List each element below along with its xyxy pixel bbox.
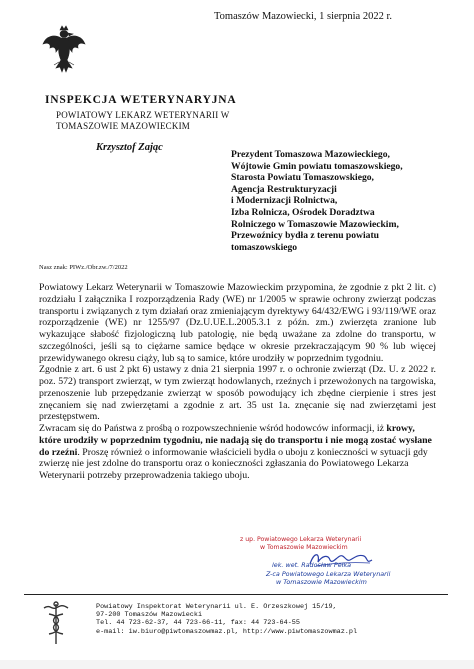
body-paragraph-3 [39,423,436,482]
paragraph-3-start: Zwracam się do Państwa z prośbą o rozpowszechnienie wśród hodowców informacji, iż [39,423,387,434]
document-date: Tomaszów Mazowiecki, 1 sierpnia 2022 r. [214,11,393,22]
body-paragraph-2: Zgodnie z art. 6 ust 2 pkt 6) ustawy z dnia 21 sierpnia 1997 r. o ochronie zwierząt (Dz. U. z 2022 r. poz. 572) transport zwierząt, w tym zwierząt hodowlanych, rzeźnych i przewożonych na targowiska, przenoszenie lub przepędzanie zwierząt w sposób powodujący ich zbędne cierpienie i stres jest znęcaniem się nad zwierzętami a zgodnie z art. 35 ust 1a. znęcanie się nad zwierzętami jest przestępstwem. [39,364,436,423]
body-paragraph-1: Powiatowy Lekarz Weterynarii w Tomaszowie Mazowieckim przypomina, że zgodnie z pkt 2 lit. c) rozdziału I załącznika I rozporządzenia Rady (WE) nr 1/2005 w sprawie ochrony zwierząt podczas transportu i związanych z tym działań oraz zmieniającym dyrektywy 64/432/EWG i 93/119/WE oraz rozporządzenie (WE) nr 1255/97 (Dz.U.UE.L.2005.3.1 z późn. zm.) zwierzęta zranione lub wykazujące słabość fizjologiczną lub patologię, nie będą uważane za zdolne do transportu, w szczególności, jeśli są to ciężarne samice będące w okresie przekraczającym 90 % lub więcej przewidywanego okresu ciąży, lub są to samice, które urodziły w poprzednim tygodniu. [39,282,436,364]
stamp-blue-line1: lek. wet. Radosław Pełka [272,561,352,569]
stamp-blue-line3: w Tomaszowie Mazowieckim [276,578,367,586]
recipient-line: Starosta Powiatu Tomaszowskiego, [231,172,374,184]
stamp-blue-line2: Z-ca Powiatowego Lekarza Weterynarii [266,570,391,578]
footer-address: Powiatowy Inspektorat Weterynarii ul. E. Orzeszkowej 15/19, [96,603,337,611]
letter-body [39,282,436,482]
recipient-line: Izba Rolnicza, Ośrodek Doradztwa [231,206,375,218]
stamp-red-line2: w Tomaszowie Mazowieckim [260,544,348,551]
recipients-block [231,149,467,253]
reference-number: Nasz znak: PIWz./Obr.zw./7/2022 [39,264,128,271]
organization-subtitle-line2: TOMASZOWIE MAZOWIECKIM [56,121,190,131]
footer-divider [24,594,448,595]
recipient-line: tomaszowskiego [231,241,298,253]
polish-eagle-icon [42,24,86,78]
footer-email-web: e-mail: iw.biuro@piwtomaszowmaz.pl, http://www.piwtomaszowmaz.pl [96,627,358,636]
paragraph-3-emphasis: krowy, które urodziły w poprzednim tygodniu, nie nadają się do transportu i nie mogą zostać wysłane do rzeźni [39,423,432,458]
organization-title: INSPEKCJA WETERYNARYJNA [45,94,237,106]
recipient-line: Prezydent Tomaszowa Mazowieckiego, [231,149,390,160]
organization-subtitle-line1: POWIATOWY LEKARZ WETERYNARII W [56,110,230,120]
recipient-line: Przewoźnicy bydła z terenu powiatu [231,230,379,242]
stamp-red-line1: z up. Powiatowego Lekarza Weterynarii [240,536,362,543]
footer-phone: Tel. 44 723-62-37, 44 723-66-11, fax: 44 723-64-55 [96,619,300,628]
page-bottom-edge [0,660,474,669]
caduceus-icon [36,600,76,646]
paragraph-3-end: . Proszę również o informowanie właścicieli bydła o uboju z konieczności w sytuacji gdy zwierzę nie jest zdolne do transportu oraz o konieczności zgłaszania do Powiatowego Lekarza Weterynarii potrzeby przeprowadzenia takiego uboju. [39,446,428,481]
recipient-line: Agencja Restrukturyzacji [231,183,337,195]
recipient-line: i Modernizacji Rolnictwa, [231,195,338,207]
recipient-line: Wójtowie Gmin powiatu tomaszowskiego, [231,160,403,172]
officer-name: Krzysztof Zając [96,142,163,153]
recipient-line: Rolniczego w Tomaszowie Mazowieckim, [231,218,399,230]
footer-city: 97-200 Tomaszów Mazowiecki [96,611,203,620]
footer-contact [96,603,357,636]
